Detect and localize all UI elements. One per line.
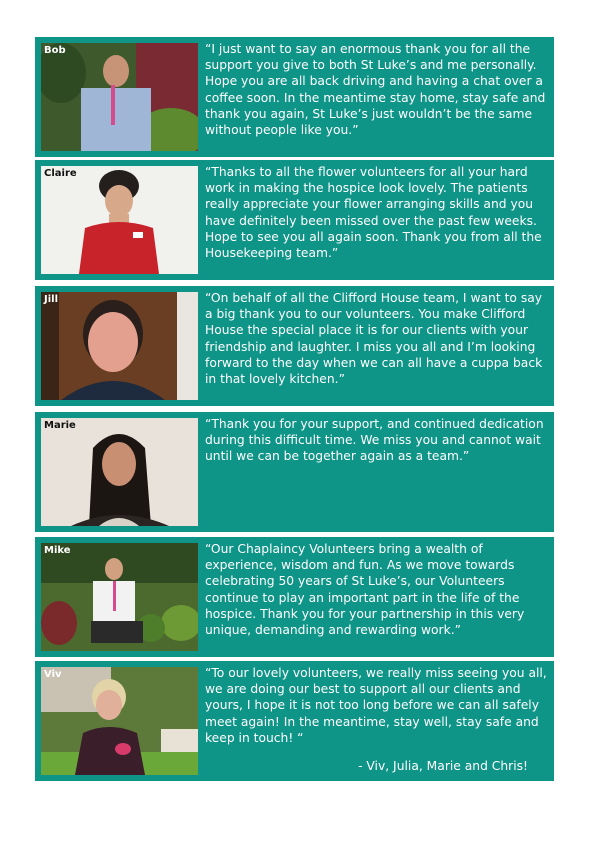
- volunteer-photo-viv: [41, 667, 198, 775]
- quote-text: “On behalf of all the Clifford House team, I want to say a big thank you to our volunteers. You make Clifford House the special place it is for our clients with your friendship and laughter. I miss you all and I’m looking forward to the day when we can all have a cuppa back in that lovely kitchen.”: [205, 291, 543, 387]
- quote-text: “I just want to say an enormous thank you for all the support you give to both St Luke’s and me personally. Hope you are all back driving and having a chat over a coffee soon. In the meantime stay home, stay safe and thank you again, St Luke’s just wouldn’t be the same without people like you.”: [205, 42, 546, 138]
- volunteer-name: Marie: [44, 420, 76, 431]
- message-card-mike: [35, 537, 554, 657]
- message-card-bob: [35, 37, 554, 157]
- message-card-jill: [35, 286, 554, 406]
- volunteer-name: Claire: [44, 168, 77, 179]
- volunteer-photo-bob: [41, 43, 198, 151]
- quote-text: “Thanks to all the flower volunteers for all your hard work in making the hospice look lovely. The patients really appreciate your flower arranging skills and you have definitely been missed over the past few weeks. Hope to see you all again soon. Thank you from all the Housekeeping team.”: [205, 165, 542, 261]
- volunteer-photo-jill: [41, 292, 198, 400]
- volunteer-name: Mike: [44, 545, 71, 556]
- volunteer-photo-mike: [41, 543, 198, 651]
- volunteer-name: Bob: [44, 45, 66, 56]
- quote-text: “To our lovely volunteers, we really miss seeing you all, we are doing our best to support all our clients and yours, I hope it is not too long before we can all safely meet again! In the meantime, stay well, stay safe and keep in touch! “: [205, 666, 547, 745]
- volunteer-photo-marie: [41, 418, 198, 526]
- message-card-claire: [35, 160, 554, 280]
- quote-text: “Thank you for your support, and continued dedication during this difficult time. We miss you and cannot wait until we can be together again as a team.”: [205, 417, 544, 464]
- signature: - Viv, Julia, Marie and Chris!: [358, 759, 528, 773]
- volunteer-photo-claire: [41, 166, 198, 274]
- quote-text: “Our Chaplaincy Volunteers bring a wealth of experience, wisdom and fun. As we move towards celebrating 50 years of St Luke’s, our Volunteers continue to play an important part in the life of the hospice. Thank you for your partnership in this very unique, demanding and rewarding work.”: [205, 542, 525, 638]
- message-card-viv: [35, 661, 554, 781]
- volunteer-name: Jill: [44, 294, 59, 305]
- volunteer-name: Viv: [44, 669, 62, 680]
- message-card-marie: [35, 412, 554, 532]
